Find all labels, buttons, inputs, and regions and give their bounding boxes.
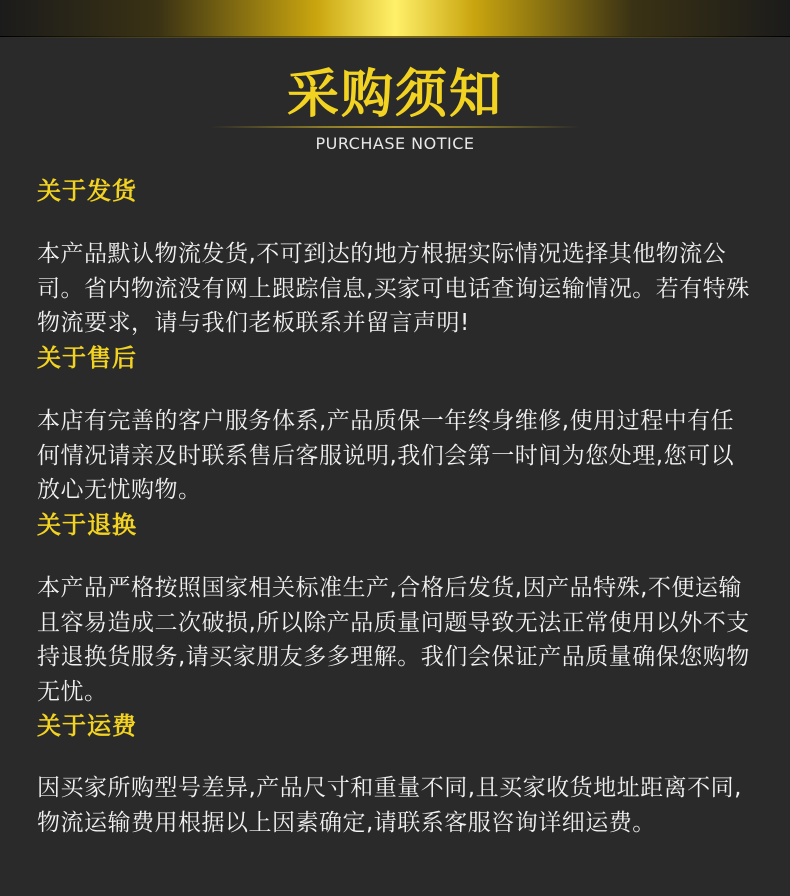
- title-divider: [210, 126, 580, 128]
- section-body-after-sales: 本店有完善的客户服务体系,产品质保一年终身维修,使用过程中有任何情况请亲及时联系售后客服说明,我们会第一时间为您处理,您可以放心无忧购物。: [37, 408, 735, 503]
- top-gold-band: [0, 0, 790, 37]
- page-title: 采购须知: [286, 65, 503, 125]
- section-heading-returns: 关于退换: [37, 511, 137, 539]
- section-body-freight: 因买家所购型号差异,产品尺寸和重量不同,且买家收货地址距离不同,物流运输费用根据以上因素确定,请联系客服咨询详细运费。: [37, 775, 742, 836]
- section-heading-shipping: 关于发货: [37, 177, 137, 205]
- section-heading-after-sales: 关于售后: [37, 344, 137, 372]
- page-subtitle: PURCHASE NOTICE: [315, 134, 475, 153]
- section-heading-freight: 关于运费: [37, 712, 137, 740]
- section-body-shipping: 本产品默认物流发货,不可到达的地方根据实际情况选择其他物流公司。省内物流没有网上跟踪信息,买家可电话查询运输情况。若有特殊物流要求，请与我们老板联系并留言声明!: [37, 241, 750, 336]
- section-body-returns: 本产品严格按照国家相关标准生产,合格后发货,因产品特殊,不便运输且容易造成二次破损,所以除产品质量问题导致无法正常使用以外不支持退换货服务,请买家朋友多多理解。我们会保证产品质量确保您购物无忧。: [37, 575, 750, 705]
